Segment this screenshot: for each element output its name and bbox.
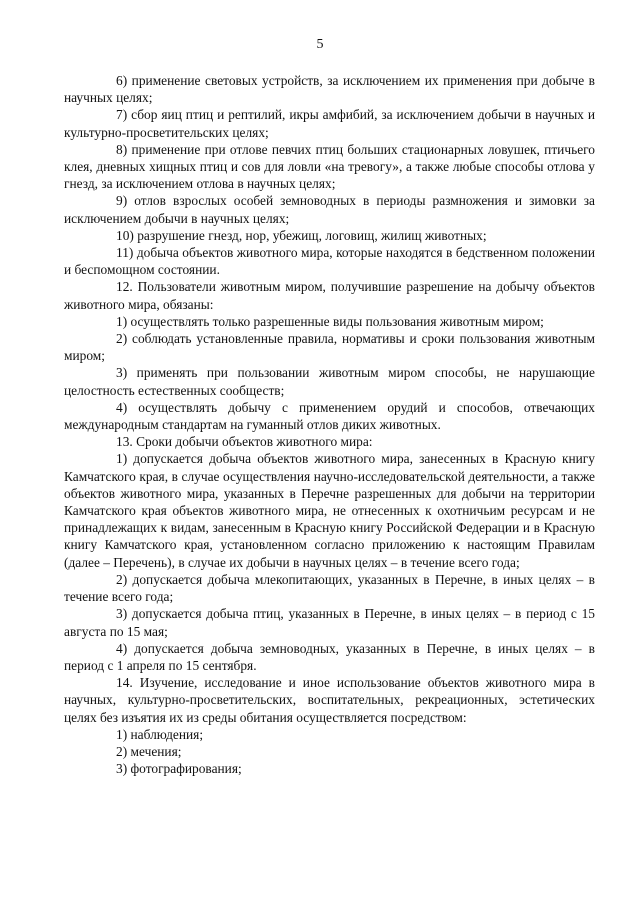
paragraph-clause-12-item-2: 2) соблюдать установленные правила, нормативы и сроки пользования животным миром; [64, 331, 595, 364]
paragraph-clause-12-item-1: 1) осуществлять только разрешенные виды пользования животным миром; [116, 313, 544, 329]
document-body [64, 72, 595, 777]
paragraph-clause-13-item-3: 3) допускается добыча птиц, указанных в Перечне, в иных целях – в период с 15 августа по 15 мая; [64, 606, 595, 639]
paragraph-clause-14: 14. Изучение, исследование и иное использование объектов животного мира в научных, культурно-просветительских, воспитательных, рекреационных, эстетических целях без изъятия их из среды обитания осуществляется посредством: [64, 675, 595, 725]
paragraph-clause-14-item-2: 2) мечения; [116, 743, 182, 759]
paragraph-item-9: 9) отлов взрослых особей земноводных в периоды размножения и зимовки за исключением добычи в научных целях; [64, 193, 595, 226]
paragraph-item-10: 10) разрушение гнезд, нор, убежищ, логовищ, жилищ животных; [116, 227, 487, 243]
paragraph-item-8: 8) применение при отлове певчих птиц больших стационарных ловушек, птичьего клея, дневных хищных птиц и сов для ловли «на тревогу», а также любые способы отлова у гнезд, за исключением отлова в научных целях; [64, 141, 595, 192]
paragraph-clause-13-item-1: 1) допускается добыча объектов животного мира, занесенных в Красную книгу Камчатского края, в случае осуществления научно-исследовательской деятельности, а также объектов животного мира, указанных в Перечне разрешенных для добычи на территории Камчатского края объектов животного мира, не отнесенных к охотничьим ресурсам и не принадлежащих к видам, занесенным в Красную книгу Российской Федерации и в Красную книгу Камчатского края, установленном согласно приложению к настоящим Правилам (далее – Перечень), в случае их добычи в научных целях – в течение всего года; [64, 451, 595, 570]
paragraph-clause-14-item-1: 1) наблюдения; [116, 726, 204, 742]
paragraph-clause-12-item-4: 4) осуществлять добычу с применением орудий и способов, отвечающих международным стандартам на гуманный отлов диких животных. [64, 399, 595, 433]
paragraph-clause-13: 13. Сроки добычи объектов животного мира: [116, 434, 373, 450]
paragraph-item-11: 11) добыча объектов животного мира, которые находятся в бедственном положении и беспомощном состоянии. [64, 245, 595, 278]
page-number: 5 [316, 37, 324, 52]
paragraph-item-6: 6) применение световых устройств, за исключением их применения при добыче в научных целях; [64, 73, 595, 106]
paragraph-clause-14-item-3: 3) фотографирования; [116, 761, 242, 777]
paragraph-clause-12: 12. Пользователи животным миром, получившие разрешение на добычу объектов животного мира, обязаны: [64, 279, 595, 312]
paragraph-clause-12-item-3: 3) применять при пользовании животным миром способы, не нарушающие целостность естественных сообществ; [64, 365, 595, 398]
paragraph-clause-13-item-4: 4) допускается добыча земноводных, указанных в Перечне, в иных целях – в период с 1 апреля по 15 сентября. [64, 640, 595, 673]
paragraph-clause-13-item-2: 2) допускается добыча млекопитающих, указанных в Перечне, в иных целях – в течение всего года; [64, 571, 595, 605]
paragraph-item-7: 7) сбор яиц птиц и рептилий, икры амфибий, за исключением добычи в научных и культурно-просветительских целях; [64, 107, 595, 140]
